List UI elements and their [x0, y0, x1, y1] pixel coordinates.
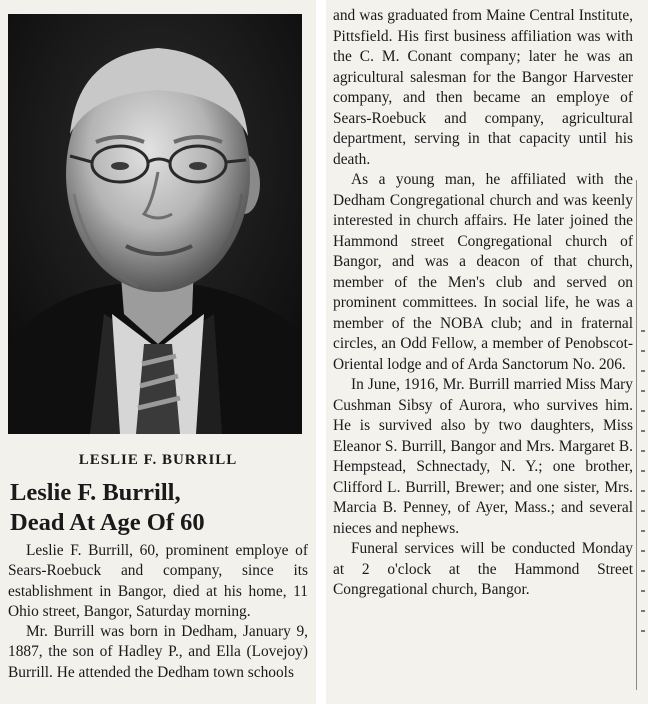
paragraph: Mr. Burrill was born in Dedham, January 9, 1887, the son of Hadley P., and Ella (Lovejoy) Burrill. He attended the Dedham town schools	[8, 623, 308, 681]
column-gutter	[316, 0, 326, 704]
headline-line-1: Leslie F. Burrill,	[10, 479, 181, 506]
article-body-right	[333, 6, 633, 601]
portrait-photo	[8, 14, 302, 434]
column-rule	[636, 180, 637, 690]
portrait-illustration	[8, 14, 302, 434]
article-headline	[10, 478, 310, 538]
paragraph: Funeral services will be conducted Monday at 2 o'clock at the Hammond Street Congregational church, Bangor.	[333, 540, 633, 598]
paragraph: In June, 1916, Mr. Burrill married Miss Mary Cushman Sibsy of Aurora, who survives him. He is survived also by two daughters, Miss Eleanor S. Burrill, Bangor and Mrs. Margaret B. Hempstead, Schnectady, N. Y.; one brother, Clifford L. Burrill, Brewer; and one sister, Mrs. Marcia B. Penney, of Ayer, Mass.; and several nieces and nephews.	[333, 376, 633, 537]
paragraph: and was graduated from Maine Central Institute, Pittsfield. His first business affiliation was with the C. M. Conant company; later he was an agricultural salesman for the Bangor Harvester company, and then became an employe of Sears-Roebuck and company, agricultural department, serving in that capacity until his death.	[333, 7, 633, 168]
headline-line-2: Dead At Age Of 60	[10, 509, 205, 536]
adjacent-column-edge	[641, 330, 648, 690]
paragraph: As a young man, he affiliated with the Dedham Congregational church and was keenly interested in church affairs. He later joined the Hammond street Congregational church of Bangor, and was a deacon of that church, member of the Men's club and served on prominent committees. In social life, he was a member of the NOBA club; and in fraternal circles, an Odd Fellow, a member of Penobscot-Oriental lodge and of Arda Sanctorum No. 206.	[333, 171, 633, 373]
paragraph: Leslie F. Burrill, 60, prominent employe of Sears-Roebuck and company, since its establishment in Bangor, died at his home, 11 Ohio street, Bangor, Saturday morning.	[8, 542, 308, 620]
photo-caption: LESLIE F. BURRILL	[78, 452, 238, 468]
clipping-left-column	[0, 0, 316, 704]
article-body-left	[8, 541, 308, 683]
